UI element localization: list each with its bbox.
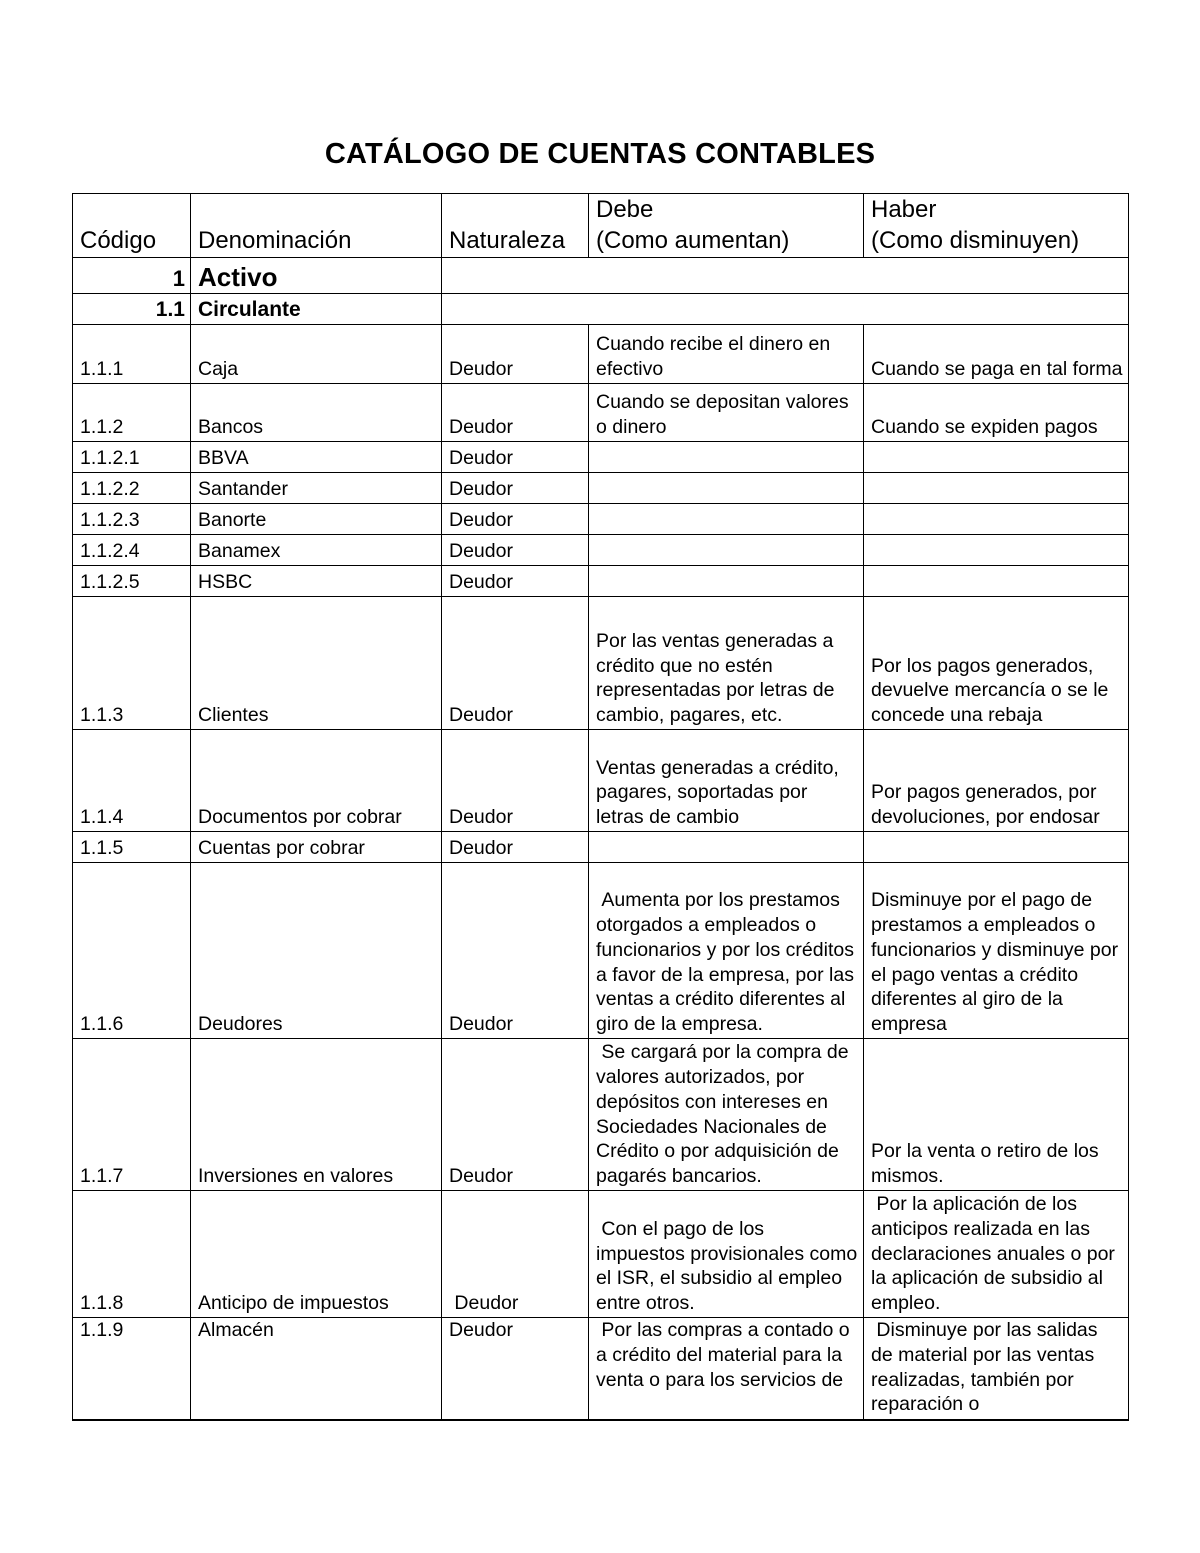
group-empty <box>442 294 1129 325</box>
header-row <box>73 194 1129 258</box>
document-title: CATÁLOGO DE CUENTAS CONTABLES <box>324 138 876 170</box>
account-haber <box>864 504 1129 535</box>
account-nature: Deudor <box>442 1318 589 1421</box>
account-code: 1.1.1 <box>73 325 191 384</box>
account-name: Anticipo de impuestos <box>191 1191 442 1318</box>
group-code: 1 <box>73 258 191 294</box>
account-name: Banorte <box>191 504 442 535</box>
account-code: 1.1.2.3 <box>73 504 191 535</box>
account-debe: Se cargará por la compra de valores autorizados, por depósitos con intereses en Sociedades Nacionales de Crédito o por adquisición de pagarés bancarios. <box>589 1039 864 1191</box>
account-haber: Cuando se paga en tal forma <box>864 325 1129 384</box>
account-nature: Deudor <box>442 832 589 863</box>
account-debe: Con el pago de los impuestos provisionales como el ISR, el subsidio al empleo entre otros. <box>589 1191 864 1318</box>
account-code: 1.1.2.1 <box>73 442 191 473</box>
account-haber <box>864 566 1129 597</box>
account-debe <box>589 832 864 863</box>
header-naturaleza: Naturaleza <box>442 194 589 258</box>
table-row <box>73 473 1129 504</box>
account-debe: Aumenta por los prestamos otorgados a empleados o funcionarios y por los créditos a favor de la empresa, por las ventas a crédito diferentes al giro de la empresa. <box>589 863 864 1039</box>
account-nature: Deudor <box>442 325 589 384</box>
account-debe: Cuando recibe el dinero en efectivo <box>589 325 864 384</box>
group-name: Activo <box>191 258 442 294</box>
account-name: Deudores <box>191 863 442 1039</box>
header-haber-line2: (Como disminuyen) <box>871 227 1080 254</box>
account-nature: Deudor <box>442 1039 589 1191</box>
table-row <box>73 863 1129 1039</box>
table-row <box>73 1191 1129 1318</box>
header-codigo: Código <box>73 194 191 258</box>
account-haber: Disminuye por las salidas de material por las ventas realizadas, también por reparación o <box>864 1318 1129 1421</box>
account-code: 1.1.3 <box>73 597 191 730</box>
account-name: HSBC <box>191 566 442 597</box>
group-empty <box>442 258 1129 294</box>
table-row <box>73 730 1129 832</box>
account-nature: Deudor <box>442 473 589 504</box>
table-row <box>73 384 1129 442</box>
account-name: Bancos <box>191 384 442 442</box>
table-row <box>73 597 1129 730</box>
group-row-activo <box>73 258 1129 294</box>
header-haber-line1: Haber <box>871 196 937 223</box>
account-name: Cuentas por cobrar <box>191 832 442 863</box>
account-haber <box>864 832 1129 863</box>
table-row <box>73 504 1129 535</box>
account-code: 1.1.2.2 <box>73 473 191 504</box>
account-name: Almacén <box>191 1318 442 1421</box>
account-code: 1.1.7 <box>73 1039 191 1191</box>
account-debe <box>589 566 864 597</box>
accounts-catalog-table <box>72 193 1129 1421</box>
account-nature: Deudor <box>442 597 589 730</box>
account-debe: Ventas generadas a crédito, pagares, soportadas por letras de cambio <box>589 730 864 832</box>
table-row <box>73 832 1129 863</box>
account-haber: Por la aplicación de los anticipos realizada en las declaraciones anuales o por la aplicación de subsidio al empleo. <box>864 1191 1129 1318</box>
table-row <box>73 566 1129 597</box>
account-haber: Cuando se expiden pagos <box>864 384 1129 442</box>
account-name: BBVA <box>191 442 442 473</box>
account-name: Banamex <box>191 535 442 566</box>
account-nature: Deudor <box>442 535 589 566</box>
group-name: Circulante <box>191 294 442 325</box>
account-debe <box>589 504 864 535</box>
account-code: 1.1.2.4 <box>73 535 191 566</box>
group-code: 1.1 <box>73 294 191 325</box>
account-nature: Deudor <box>442 730 589 832</box>
account-code: 1.1.5 <box>73 832 191 863</box>
account-name: Clientes <box>191 597 442 730</box>
account-debe <box>589 535 864 566</box>
table-row <box>73 1318 1129 1421</box>
table-row <box>73 325 1129 384</box>
account-haber <box>864 442 1129 473</box>
account-haber <box>864 535 1129 566</box>
account-nature: Deudor <box>442 384 589 442</box>
account-nature: Deudor <box>442 504 589 535</box>
group-row-circulante <box>73 294 1129 325</box>
account-nature: Deudor <box>442 1191 589 1318</box>
header-debe-line1: Debe <box>596 196 654 223</box>
account-haber <box>864 473 1129 504</box>
account-code: 1.1.8 <box>73 1191 191 1318</box>
account-code: 1.1.9 <box>73 1318 191 1421</box>
account-debe: Cuando se depositan valores o dinero <box>589 384 864 442</box>
account-haber: Por los pagos generados, devuelve mercancía o se le concede una rebaja <box>864 597 1129 730</box>
header-debe-line2: (Como aumentan) <box>596 227 790 254</box>
account-debe: Por las compras a contado o a crédito del material para la venta o para los servicios de <box>589 1318 864 1421</box>
header-denominacion: Denominación <box>191 194 442 258</box>
header-haber <box>864 194 1129 258</box>
account-haber: Disminuye por el pago de prestamos a empleados o funcionarios y disminuye por el pago ventas a crédito diferentes al giro de la empresa <box>864 863 1129 1039</box>
account-name: Santander <box>191 473 442 504</box>
table-row <box>73 1039 1129 1191</box>
account-nature: Deudor <box>442 442 589 473</box>
header-debe <box>589 194 864 258</box>
account-code: 1.1.2 <box>73 384 191 442</box>
account-name: Documentos por cobrar <box>191 730 442 832</box>
account-haber: Por la venta o retiro de los mismos. <box>864 1039 1129 1191</box>
account-debe <box>589 473 864 504</box>
account-debe: Por las ventas generadas a crédito que no estén representadas por letras de cambio, pagares, etc. <box>589 597 864 730</box>
account-code: 1.1.6 <box>73 863 191 1039</box>
account-name: Caja <box>191 325 442 384</box>
account-nature: Deudor <box>442 566 589 597</box>
account-debe <box>589 442 864 473</box>
account-nature: Deudor <box>442 863 589 1039</box>
table-row <box>73 442 1129 473</box>
account-code: 1.1.4 <box>73 730 191 832</box>
account-haber: Por pagos generados, por devoluciones, por endosar <box>864 730 1129 832</box>
table-row <box>73 535 1129 566</box>
account-code: 1.1.2.5 <box>73 566 191 597</box>
account-name: Inversiones en valores <box>191 1039 442 1191</box>
